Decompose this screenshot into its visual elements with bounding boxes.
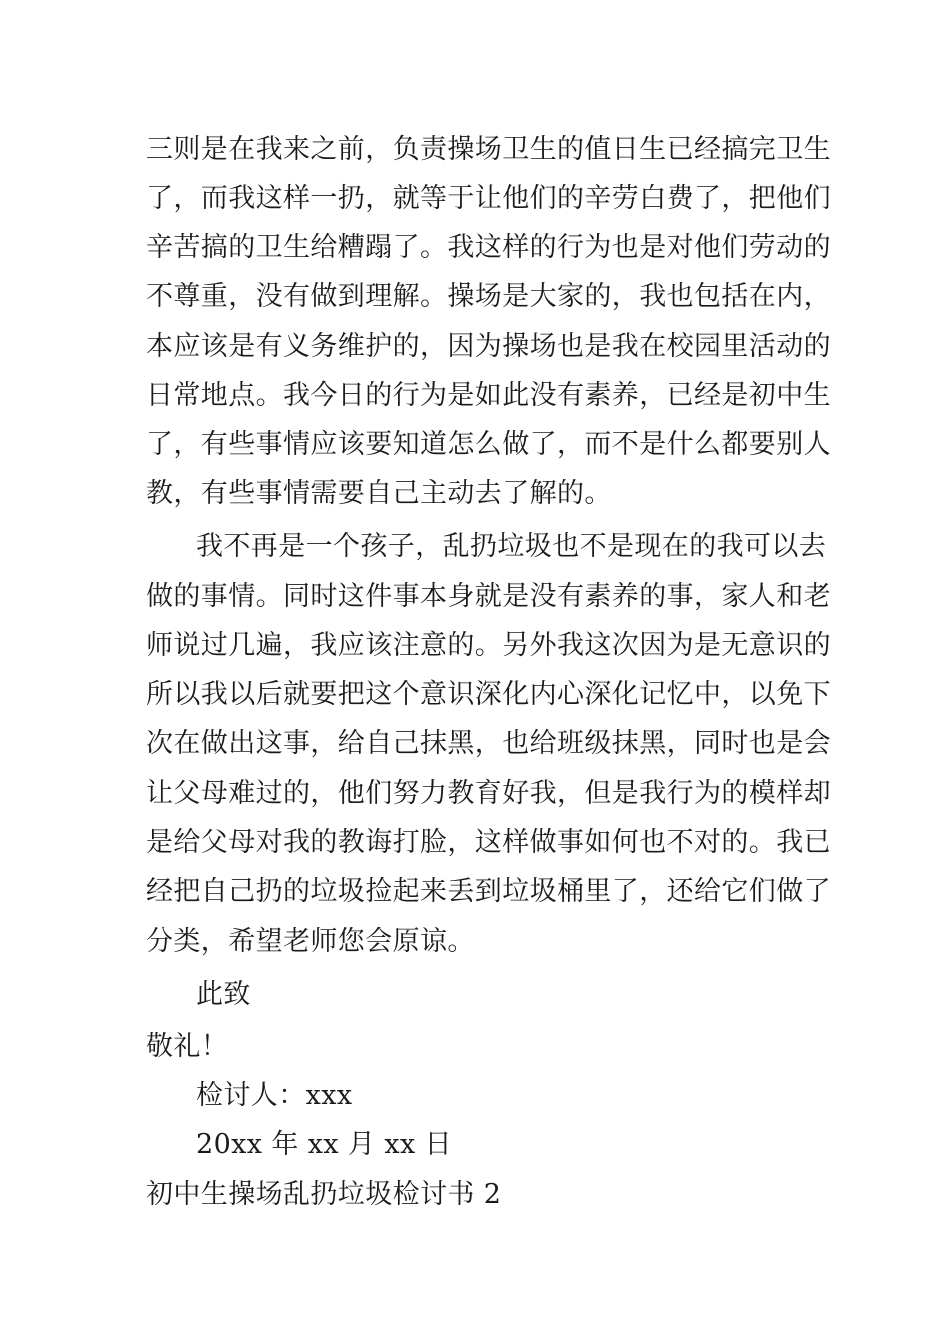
paragraph-2-line-8: 经把自己扔的垃圾捡起来丢到垃圾桶里了，还给它们做了 — [146, 876, 831, 907]
closing-date: 20xx 年 xx 月 xx 日 — [196, 1129, 453, 1160]
paragraph-1-line-3: 辛苦搞的卫生给糟蹋了。我这样的行为也是对他们劳动的 — [146, 232, 831, 263]
next-document-title: 初中生操场乱扔垃圾检讨书 2 — [146, 1179, 502, 1210]
paragraph-1-line-5: 本应该是有义务维护的，因为操场也是我在校园里活动的 — [146, 331, 831, 362]
paragraph-2-line-9: 分类，希望老师您会原谅。 — [146, 926, 475, 957]
paragraph-1-line-7: 了，有些事情应该要知道怎么做了，而不是什么都要别人 — [146, 429, 831, 460]
closing-respect: 敬礼！ — [146, 1031, 229, 1062]
paragraph-2-line-6: 让父母难过的，他们努力教育好我，但是我行为的模样却 — [146, 778, 831, 809]
paragraph-2-line-1: 我不再是一个孩子，乱扔垃圾也不是现在的我可以去 — [196, 531, 827, 562]
paragraph-1-line-6: 日常地点。我今日的行为是如此没有素养，已经是初中生 — [146, 380, 831, 411]
paragraph-2-line-2: 做的事情。同时这件事本身就是没有素养的事，家人和老 — [146, 581, 831, 612]
paragraph-2-line-4: 所以我以后就要把这个意识深化内心深化记忆中，以免下 — [146, 679, 831, 710]
closing-salutation: 此致 — [196, 979, 251, 1010]
paragraph-1-line-4: 不尊重，没有做到理解。操场是大家的，我也包括在内， — [146, 281, 831, 312]
closing-author: 检讨人：xxx — [196, 1080, 353, 1111]
paragraph-2-line-3: 师说过几遍，我应该注意的。另外我这次因为是无意识的 — [146, 630, 831, 661]
paragraph-2-line-7: 是给父母对我的教诲打脸，这样做事如何也不对的。我已 — [146, 827, 831, 858]
paragraph-2-line-5: 次在做出这事，给自己抹黑，也给班级抹黑，同时也是会 — [146, 728, 831, 759]
paragraph-1-line-1: 三则是在我来之前，负责操场卫生的值日生已经搞完卫生 — [146, 134, 831, 165]
paragraph-1-line-2: 了，而我这样一扔，就等于让他们的辛劳白费了，把他们 — [146, 183, 831, 214]
paragraph-1-line-8: 教，有些事情需要自己主动去了解的。 — [146, 478, 612, 509]
